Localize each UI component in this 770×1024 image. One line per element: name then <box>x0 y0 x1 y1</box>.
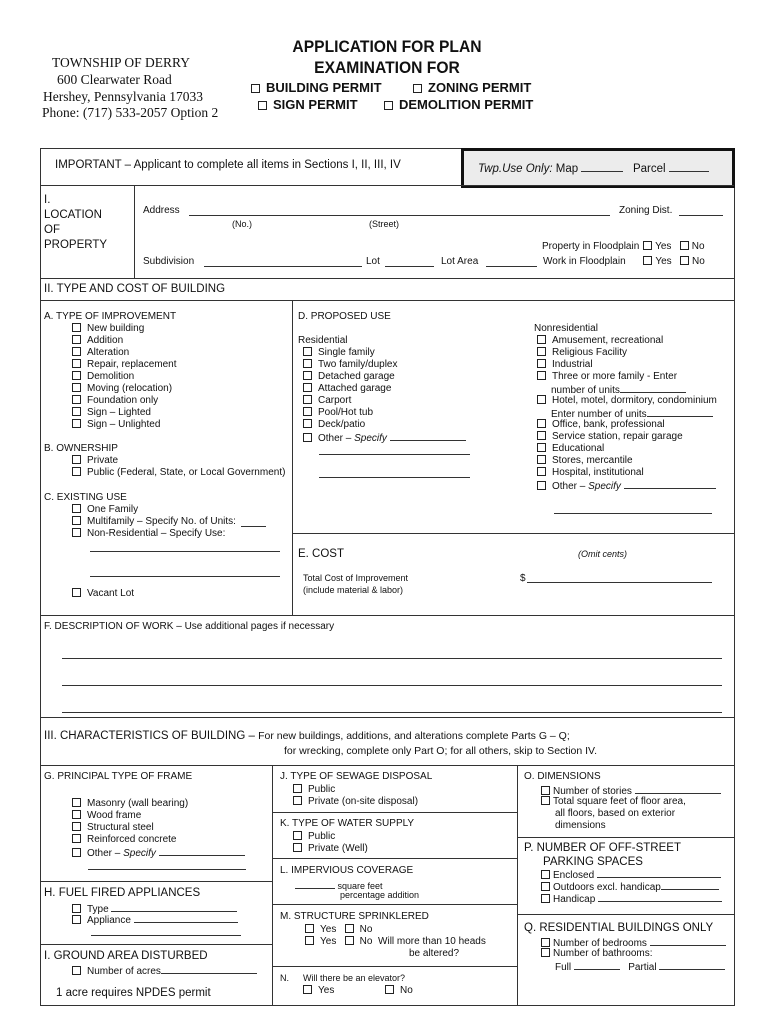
sprinklered-row: Yes No <box>305 924 372 935</box>
description-line-3[interactable] <box>62 702 722 713</box>
nonresidential-option-checkbox[interactable] <box>537 455 683 467</box>
water-supply-option-label: Private (Well) <box>308 843 368 854</box>
floor-area-note-2: dimensions <box>555 820 606 831</box>
existing-use-title: C. EXISTING USE <box>44 492 127 503</box>
section-iii-title: III. CHARACTERISTICS OF BUILDING – For new buildings, additions, and alterations complete Parts G – Q; <box>44 730 570 742</box>
checkbox-icon <box>72 455 81 464</box>
water-supply-option-list <box>293 831 368 855</box>
checkbox-icon <box>303 359 312 368</box>
improvement-option-checkbox[interactable] <box>72 323 177 335</box>
residential-label: Residential <box>298 335 348 346</box>
checkbox-icon <box>72 347 81 356</box>
checkbox-icon <box>293 843 302 852</box>
nonresidential-option-checkbox[interactable] <box>537 359 677 371</box>
elevator-question: Will there be an elevator? <box>303 973 406 983</box>
checkbox-icon <box>72 528 81 537</box>
enclosed-checkbox[interactable]: Enclosed <box>541 868 721 881</box>
map-label: Map <box>555 163 579 175</box>
nonresidential-option-list <box>537 419 683 479</box>
residential-option-label: Carport <box>318 395 352 406</box>
ownership-option-label: Private <box>87 455 119 466</box>
nonresidential-option-checkbox[interactable] <box>537 347 677 359</box>
checkbox-icon <box>72 822 81 831</box>
checkbox-icon <box>72 395 81 404</box>
frame-type-title: G. PRINCIPAL TYPE OF FRAME <box>44 771 193 782</box>
parking-title: P. NUMBER OF OFF-STREET PARKING SPACES <box>524 842 681 868</box>
ownership-option-label: Public (Federal, State, or Local Government) <box>87 467 286 478</box>
residential-option-checkbox[interactable] <box>303 407 397 419</box>
fuel-appliances-title: H. FUEL FIRED APPLIANCES <box>44 887 201 899</box>
checkbox-icon <box>72 467 81 476</box>
improvement-option-checkbox[interactable] <box>72 395 177 407</box>
improvement-option-list <box>72 323 177 431</box>
improvement-option-label: Alteration <box>87 347 130 358</box>
water-supply-title: K. TYPE OF WATER SUPPLY <box>280 818 415 829</box>
water-supply-option-checkbox[interactable] <box>293 843 368 855</box>
frame-other-checkbox[interactable]: Other – Specify <box>72 846 245 859</box>
improvement-option-checkbox[interactable] <box>72 359 177 371</box>
checkbox-icon <box>72 323 81 332</box>
parcel-label: Parcel <box>632 163 666 175</box>
total-cost-label: Total Cost of Improvement <box>303 573 409 583</box>
improvement-option-label: Repair, replacement <box>87 359 177 370</box>
checkbox-icon <box>293 784 302 793</box>
address-label: Address <box>143 205 180 216</box>
frame-type-option-checkbox[interactable] <box>72 798 188 810</box>
number-hint: (No.) <box>232 219 252 229</box>
work-floodplain-row: Work in Floodplain Yes No <box>543 256 705 267</box>
checkbox-icon <box>72 335 81 344</box>
existing-use-option-checkbox[interactable] <box>72 528 236 540</box>
important-note: IMPORTANT – Applicant to complete all items in Sections I, II, III, IV <box>55 159 401 171</box>
existing-use-option-list <box>72 504 236 540</box>
stories-checkbox[interactable]: Number of stories <box>541 784 721 797</box>
residential-buildings-title: Q. RESIDENTIAL BUILDINGS ONLY <box>524 922 714 934</box>
units-field[interactable] <box>241 516 266 527</box>
ownership-option-list <box>72 455 285 479</box>
appliance-checkbox[interactable]: Appliance <box>72 913 238 926</box>
improvement-option-label: Sign – Unlighted <box>87 419 161 430</box>
nonresidential-option-label: Hospital, institutional <box>552 467 644 478</box>
elevator-num: N. <box>280 973 289 983</box>
frame-type-option-list <box>72 798 188 846</box>
checkbox-icon <box>72 383 81 392</box>
checkbox-icon <box>303 383 312 392</box>
lot-field[interactable] <box>385 256 434 267</box>
frame-other-field[interactable] <box>88 859 246 870</box>
improvement-option-label: New building <box>87 323 145 334</box>
heads-no-checkbox[interactable] <box>345 936 354 945</box>
frame-type-option-checkbox[interactable] <box>72 810 188 822</box>
org-phone: Phone: (717) 533-2057 Option 2 <box>42 105 219 120</box>
work-floodplain-no-checkbox[interactable] <box>680 256 689 265</box>
residential-option-label: Two family/duplex <box>318 359 398 370</box>
handicap-checkbox[interactable]: Handicap <box>541 892 722 905</box>
units-label-1: number of units <box>551 383 686 396</box>
vacant-lot-checkbox[interactable]: Vacant Lot <box>72 588 134 599</box>
description-line-2[interactable] <box>62 675 722 686</box>
checkbox-icon <box>293 796 302 805</box>
lot-label: Lot <box>366 256 380 267</box>
checkbox-icon <box>537 455 546 464</box>
residential-option-label: Pool/Hot tub <box>318 407 374 418</box>
sprinklered-title: M. STRUCTURE SPRINKLERED <box>280 911 429 922</box>
bathrooms-row: Full Partial <box>555 960 725 973</box>
floodplain-row: Property in Floodplain Yes No <box>542 241 705 252</box>
sewage-option-label: Private (on-site disposal) <box>308 796 419 807</box>
checkbox-icon <box>72 834 81 843</box>
residential-option-checkbox[interactable] <box>303 383 397 395</box>
non-residential-use-field-1[interactable] <box>90 541 280 552</box>
sewage-option-label: Public <box>308 784 336 795</box>
checkbox-icon <box>72 359 81 368</box>
checkbox-icon <box>303 347 312 356</box>
nonresidential-option-label: Service station, repair garage <box>552 431 683 442</box>
section-iii-instructions: for wrecking, complete only Part O; for all others, skip to Section IV. <box>284 745 598 757</box>
checkbox-icon <box>72 798 81 807</box>
residential-option-list <box>303 347 397 431</box>
ownership-option-checkbox[interactable] <box>72 467 285 479</box>
impervious-title: L. IMPERVIOUS COVERAGE <box>280 865 414 876</box>
improvement-option-label: Sign – Lighted <box>87 407 151 418</box>
building-permit-checkbox[interactable]: BUILDING PERMIT <box>251 80 382 95</box>
form-title: APPLICATION FOR PLAN <box>292 37 482 56</box>
residential-other-field-2[interactable] <box>319 467 470 478</box>
street-hint: (Street) <box>369 219 400 229</box>
sprinklered-no-checkbox[interactable] <box>345 924 354 933</box>
improvement-option-checkbox[interactable] <box>72 371 177 383</box>
units-field-1[interactable] <box>620 383 686 393</box>
residential-option-checkbox[interactable] <box>303 371 397 383</box>
nonresidential-option-checkbox[interactable] <box>537 467 683 479</box>
residential-option-label: Deck/patio <box>318 419 366 430</box>
section-ii-title: II. TYPE AND COST OF BUILDING <box>44 283 226 295</box>
residential-option-checkbox[interactable] <box>303 359 397 371</box>
water-supply-option-label: Public <box>308 831 336 842</box>
appliance-field[interactable] <box>91 925 241 936</box>
demolition-permit-checkbox[interactable]: DEMOLITION PERMIT <box>384 97 533 112</box>
dollar-sign: $ <box>520 573 526 584</box>
include-note: (include material & labor) <box>303 585 404 595</box>
residential-option-label: Detached garage <box>318 371 395 382</box>
units-label-2: Enter number of units <box>551 407 713 420</box>
checkbox-icon <box>537 419 546 428</box>
sewage-option-checkbox[interactable] <box>293 796 418 808</box>
outdoors-checkbox[interactable]: Outdoors excl. handicap <box>541 880 719 893</box>
total-cost-field[interactable] <box>527 572 712 583</box>
full-bath-field[interactable] <box>574 960 620 970</box>
checkbox-icon <box>72 407 81 416</box>
sewage-option-list <box>293 784 418 808</box>
parcel-field[interactable] <box>669 162 709 172</box>
zoning-permit-checkbox[interactable]: ZONING PERMIT <box>413 80 531 95</box>
checkbox-icon <box>537 431 546 440</box>
residential-other-field-1[interactable] <box>319 444 470 455</box>
ownership-title: B. OWNERSHIP <box>44 443 118 454</box>
elevator-yes-checkbox[interactable]: Yes <box>303 985 334 996</box>
checkbox-icon <box>72 419 81 428</box>
improvement-option-label: Foundation only <box>87 395 159 406</box>
nonresidential-option-checkbox[interactable] <box>537 431 683 443</box>
frame-type-option-label: Wood frame <box>87 810 142 821</box>
checkbox-icon <box>72 516 81 525</box>
twp-use-label: Twp.Use Only: <box>478 163 553 175</box>
npdes-note: 1 acre requires NPDES permit <box>56 987 211 999</box>
floodplain-yes-checkbox[interactable] <box>643 241 652 250</box>
partial-bath-field[interactable] <box>659 960 725 970</box>
improvement-option-label: Moving (relocation) <box>87 383 173 394</box>
cost-title: E. COST <box>298 548 345 560</box>
checkbox-icon <box>537 371 546 380</box>
sign-permit-checkbox[interactable]: SIGN PERMIT <box>258 97 358 112</box>
org-city: Hershey, Pennsylvania 17033 <box>43 89 203 104</box>
nonresidential-option-checkbox[interactable] <box>537 443 683 455</box>
square-feet-field[interactable] <box>295 879 335 889</box>
existing-use-option-checkbox[interactable] <box>72 504 236 516</box>
org-address: 600 Clearwater Road <box>57 72 172 87</box>
residential-option-checkbox[interactable] <box>303 347 397 359</box>
residential-other-checkbox[interactable]: Other – Specify <box>303 431 466 444</box>
percentage-label: percentage addition <box>340 890 420 900</box>
frame-type-option-label: Masonry (wall bearing) <box>87 798 189 809</box>
sewage-title: J. TYPE OF SEWAGE DISPOSAL <box>280 771 433 782</box>
dimensions-title: O. DIMENSIONS <box>524 771 601 782</box>
existing-use-option-label: One Family <box>87 504 139 515</box>
checkbox-icon <box>303 407 312 416</box>
type-of-improvement-title: A. TYPE OF IMPROVEMENT <box>44 311 177 322</box>
zoning-field[interactable] <box>679 205 723 216</box>
nonresidential-option-checkbox[interactable] <box>537 335 677 347</box>
heads-yes-checkbox[interactable] <box>305 936 314 945</box>
checkbox-icon <box>72 371 81 380</box>
frame-type-option-label: Structural steel <box>87 822 154 833</box>
square-feet-row: square feet <box>295 879 383 891</box>
section-i-label: I. LOCATION OF PROPERTY <box>44 194 108 251</box>
floodplain-no-checkbox[interactable] <box>680 241 689 250</box>
sewage-option-checkbox[interactable] <box>293 784 418 796</box>
hotel-checkbox[interactable]: Hotel, motel, dormitory, condominium <box>537 395 717 406</box>
nonresidential-option-label: Amusement, recreational <box>552 335 664 346</box>
township-use-box <box>461 148 735 188</box>
nonresidential-option-checkbox[interactable] <box>537 419 683 431</box>
nonresidential-option-checkbox[interactable] <box>537 371 677 383</box>
subdivision-label: Subdivision <box>143 256 195 267</box>
nonresidential-other-field[interactable] <box>554 503 712 514</box>
description-line-1[interactable] <box>62 648 722 659</box>
checkbox-icon <box>303 395 312 404</box>
checkbox-icon <box>537 347 546 356</box>
improvement-option-checkbox[interactable] <box>72 419 177 431</box>
subdivision-field[interactable] <box>204 256 362 267</box>
frame-type-option-label: Reinforced concrete <box>87 834 177 845</box>
nonresidential-other-checkbox[interactable]: Other – Specify <box>537 479 716 492</box>
non-residential-use-field-2[interactable] <box>90 566 280 577</box>
acres-checkbox[interactable]: Number of acres <box>72 964 257 977</box>
zoning-label: Zoning Dist. <box>619 205 673 216</box>
existing-use-option-label: Non-Residential – Specify Use: <box>87 528 226 539</box>
lot-area-label: Lot Area <box>441 256 479 267</box>
fuel-type-checkbox[interactable]: Type <box>72 902 237 915</box>
checkbox-icon <box>72 504 81 513</box>
nonresidential-option-label: Stores, mercantile <box>552 455 633 466</box>
checkbox-icon <box>303 371 312 380</box>
units-field-2[interactable] <box>647 407 713 417</box>
checkbox-icon <box>303 419 312 428</box>
work-floodplain-yes-checkbox[interactable] <box>643 256 652 265</box>
ground-area-title: I. GROUND AREA DISTURBED <box>44 950 208 962</box>
nonresidential-option-list <box>537 335 677 383</box>
floor-area-checkbox[interactable]: Total square feet of floor area, <box>541 796 686 807</box>
heads-question-cont: be altered? <box>409 948 460 959</box>
omit-cents-note: (Omit cents) <box>578 549 628 559</box>
lot-area-field[interactable] <box>486 256 537 267</box>
water-supply-option-checkbox[interactable] <box>293 831 368 843</box>
nonresidential-option-label: Educational <box>552 443 605 454</box>
existing-use-option-checkbox[interactable] <box>72 516 236 528</box>
checkbox-icon <box>72 810 81 819</box>
ownership-option-checkbox[interactable] <box>72 455 285 467</box>
improvement-option-checkbox[interactable] <box>72 407 177 419</box>
improvement-option-checkbox[interactable] <box>72 335 177 347</box>
improvement-option-label: Addition <box>87 335 124 346</box>
nonresidential-option-label: Religious Facility <box>552 347 628 358</box>
sprinklered-yes-checkbox[interactable] <box>305 924 314 933</box>
form-subtitle: EXAMINATION FOR <box>314 58 460 77</box>
residential-option-checkbox[interactable] <box>303 395 397 407</box>
checkbox-icon <box>537 335 546 344</box>
residential-option-label: Attached garage <box>318 383 392 394</box>
address-field[interactable] <box>189 205 610 216</box>
heads-row: Yes No Will more than 10 heads <box>305 936 486 947</box>
org-name: TOWNSHIP OF DERRY <box>52 55 191 70</box>
frame-type-option-checkbox[interactable] <box>72 822 188 834</box>
residential-option-checkbox[interactable] <box>303 419 397 431</box>
checkbox-icon <box>537 443 546 452</box>
floor-area-note-1: all floors, based on exterior <box>555 808 676 819</box>
elevator-no-checkbox[interactable]: No <box>385 985 413 996</box>
checkbox-icon <box>537 467 546 476</box>
frame-type-option-checkbox[interactable] <box>72 834 188 846</box>
nonresidential-label: Nonresidential <box>534 323 598 334</box>
nonresidential-option-label: Industrial <box>552 359 593 370</box>
existing-use-option-label: Multifamily – Specify No. of Units: <box>87 516 236 527</box>
description-title: F. DESCRIPTION OF WORK – Use additional pages if necessary <box>44 621 335 632</box>
map-field[interactable] <box>581 162 623 172</box>
improvement-option-checkbox[interactable] <box>72 347 177 359</box>
checkbox-icon <box>537 359 546 368</box>
nonresidential-option-label: Office, bank, professional <box>552 419 665 430</box>
nonresidential-option-label: Three or more family - Enter <box>552 371 678 382</box>
improvement-option-checkbox[interactable] <box>72 383 177 395</box>
improvement-option-label: Demolition <box>87 371 135 382</box>
checkbox-icon <box>293 831 302 840</box>
bedrooms-checkbox[interactable]: Number of bedrooms <box>541 936 726 949</box>
residential-option-label: Single family <box>318 347 375 358</box>
proposed-use-title: D. PROPOSED USE <box>298 311 391 322</box>
bathrooms-checkbox[interactable]: Number of bathrooms: <box>541 948 653 959</box>
